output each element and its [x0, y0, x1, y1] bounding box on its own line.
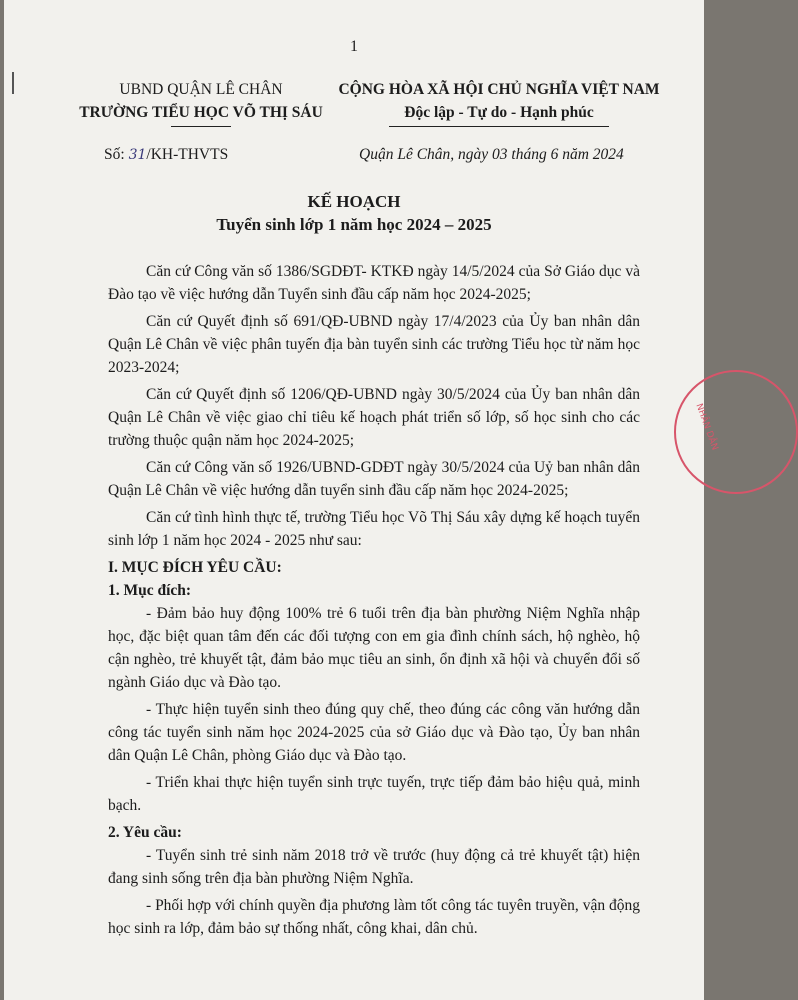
- issuer-line2: TRƯỜNG TIỂU HỌC VÕ THỊ SÁU: [79, 104, 323, 121]
- purpose-item-1: - Đảm bảo huy động 100% trẻ 6 tuổi trên địa bàn phường Niệm Nghĩa nhập học, đặc biệt quan tâm đến các đối tượng con em gia đình chính sách, hộ nghèo, hộ cận nghèo, trẻ khuyết tật, đảm bảo mục tiêu an sinh, ổn định xã hội và chuyển đổi số ngành Giáo dục và Đào tạo.: [108, 605, 640, 691]
- scan-edge-mark: [12, 72, 14, 94]
- document-page: [4, 0, 720, 1000]
- issuer-line1: UBND QUẬN LÊ CHÂN: [119, 81, 283, 98]
- national-line1: CỘNG HÒA XÃ HỘI CHỦ NGHĨA VIỆT NAM: [338, 81, 660, 98]
- paragraph-basis-3: Căn cứ Quyết định số 1206/QĐ-UBND ngày 30/5/2024 của Ủy ban nhân dân Quận Lê Chân về việc giao chỉ tiêu kế hoạch phát triển số lớp, số học sinh cho các trường thuộc quận năm học 2024-2025;: [108, 386, 640, 449]
- requirement-item-2: - Phối hợp với chính quyền địa phương làm tốt công tác tuyên truyền, vận động học sinh ra lớp, đảm bảo sự thống nhất, công khai, dân chủ.: [108, 897, 640, 937]
- doc-number-value: 31: [128, 147, 147, 163]
- paragraph-basis-4: Căn cứ Công văn số 1926/UBND-GDĐT ngày 30/5/2024 của Uỷ ban nhân dân Quận Lê Chân về việc hướng dẫn tuyển sinh đầu cấp năm học 2024-2025;: [108, 459, 640, 499]
- purpose-item-2: - Thực hiện tuyển sinh theo đúng quy chế, theo đúng các công văn hướng dẫn công tác tuyển sinh năm học 2024-2025 của sở Giáo dục và Đào tạo, Ủy ban nhân dân Quận Lê Chân, phòng Giáo dục và Đào tạo.: [108, 701, 640, 764]
- issuer-header: [76, 78, 326, 127]
- document-number: [104, 146, 228, 164]
- doc-number-prefix: Số:: [104, 146, 125, 163]
- title-line2: Tuyển sinh lớp 1 năm học 2024 – 2025: [216, 215, 492, 234]
- national-motto: Độc lập - Tự do - Hạnh phúc: [404, 104, 594, 121]
- paragraph-basis-2: Căn cứ Quyết định số 691/QĐ-UBND ngày 17/4/2023 của Ủy ban nhân dân Quận Lê Chân về việc phân tuyến địa bàn tuyển sinh các trường Tiểu học từ năm học 2023-2024;: [108, 313, 640, 376]
- subsection-heading-purpose: 1. Mục đích:: [108, 582, 192, 599]
- paragraph-basis-1: Căn cứ Công văn số 1386/SGDĐT- KTKĐ ngày 14/5/2024 của Sở Giáo dục và Đào tạo về việc hướng dẫn Tuyển sinh đầu cấp năm học 2024-2025;: [108, 263, 640, 303]
- title-line1: KẾ HOẠCH: [307, 192, 401, 211]
- red-seal-stamp: [674, 370, 798, 494]
- issuer-underline: [171, 126, 231, 127]
- motto-underline: [389, 126, 609, 127]
- national-header: [334, 78, 664, 127]
- paragraph-basis-5: Căn cứ tình hình thực tế, trường Tiểu học Võ Thị Sáu xây dựng kế hoạch tuyển sinh lớp 1 năm học 2024 - 2025 như sau:: [108, 509, 640, 549]
- section-heading-1: I. MỤC ĐÍCH YÊU CẦU:: [108, 559, 282, 576]
- purpose-item-3: - Triển khai thực hiện tuyển sinh trực tuyến, trực tiếp đảm bảo hiệu quả, minh bạch.: [108, 774, 640, 814]
- stamp-text: NHÂN DÂN: [693, 402, 720, 452]
- document-title: [4, 190, 704, 236]
- doc-number-suffix: /KH-THVTS: [146, 146, 229, 163]
- subsection-heading-requirements: 2. Yêu cầu:: [108, 824, 182, 841]
- requirement-item-1: - Tuyển sinh trẻ sinh năm 2018 trở về trước (huy động cả trẻ khuyết tật) hiện đang sinh sống trên địa bàn phường Niệm Nghĩa.: [108, 847, 640, 887]
- date-line: Quận Lê Chân, ngày 03 tháng 6 năm 2024: [359, 146, 624, 163]
- page-number: 1: [350, 38, 358, 55]
- document-body: [108, 260, 640, 944]
